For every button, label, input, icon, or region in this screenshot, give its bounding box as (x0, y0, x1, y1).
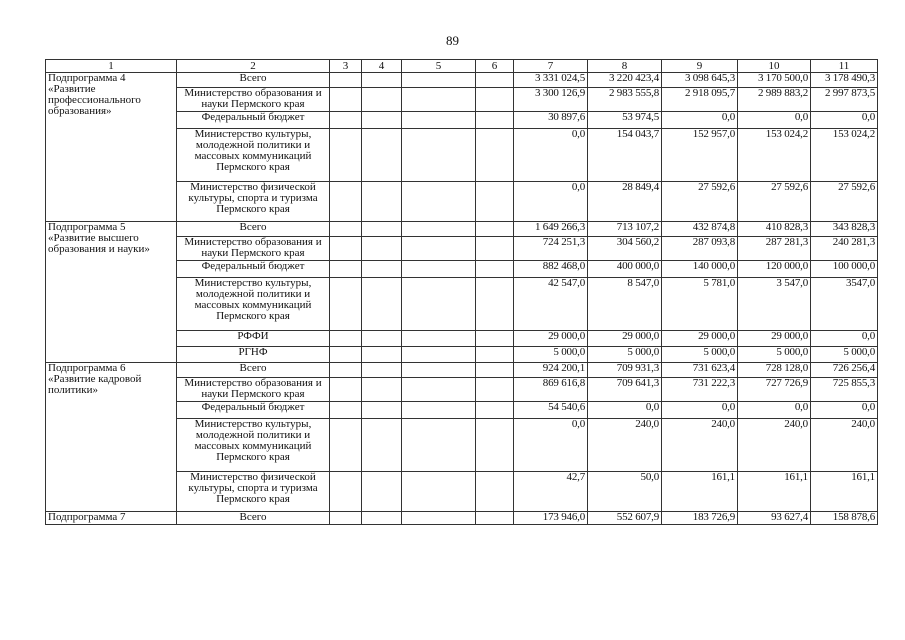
value-cell-10: 727 726,9 (738, 378, 811, 402)
value-cell-8: 50,0 (588, 472, 662, 512)
value-cell-9: 29 000,0 (662, 331, 738, 347)
value-cell-7: 869 616,8 (514, 378, 588, 402)
value-cell-8: 304 560,2 (588, 237, 662, 261)
value-cell-9: 731 623,4 (662, 363, 738, 378)
empty-cell (330, 261, 362, 278)
empty-cell (402, 261, 476, 278)
value-cell-11: 27 592,6 (811, 182, 878, 222)
empty-cell (362, 378, 402, 402)
value-cell-7: 42 547,0 (514, 278, 588, 331)
empty-cell (362, 222, 402, 237)
empty-cell (476, 512, 514, 525)
table-row (46, 222, 878, 237)
value-cell-8: 240,0 (588, 419, 662, 472)
empty-cell (330, 73, 362, 88)
value-cell-7: 924 200,1 (514, 363, 588, 378)
value-cell-11: 153 024,2 (811, 129, 878, 182)
empty-cell (330, 472, 362, 512)
value-cell-7: 3 331 024,5 (514, 73, 588, 88)
empty-cell (476, 112, 514, 129)
empty-cell (362, 278, 402, 331)
empty-cell (330, 402, 362, 419)
value-cell-8: 400 000,0 (588, 261, 662, 278)
value-cell-7: 30 897,6 (514, 112, 588, 129)
subprogram-title: Подпрограмма 4 «Развитие профессионального образования» (46, 73, 177, 222)
value-cell-11: 3547,0 (811, 278, 878, 331)
column-header: 1 (46, 60, 177, 73)
empty-cell (362, 419, 402, 472)
column-header: 4 (362, 60, 402, 73)
empty-cell (476, 278, 514, 331)
value-cell-10: 0,0 (738, 402, 811, 419)
empty-cell (402, 88, 476, 112)
value-cell-11: 343 828,3 (811, 222, 878, 237)
value-cell-8: 53 974,5 (588, 112, 662, 129)
value-cell-8: 713 107,2 (588, 222, 662, 237)
empty-cell (402, 347, 476, 363)
funding-source: Всего (177, 222, 330, 237)
value-cell-10: 27 592,6 (738, 182, 811, 222)
value-cell-7: 0,0 (514, 182, 588, 222)
value-cell-8: 5 000,0 (588, 347, 662, 363)
empty-cell (362, 363, 402, 378)
empty-cell (330, 331, 362, 347)
value-cell-8: 552 607,9 (588, 512, 662, 525)
empty-cell (476, 182, 514, 222)
funding-source: Всего (177, 512, 330, 525)
empty-cell (476, 378, 514, 402)
value-cell-11: 726 256,4 (811, 363, 878, 378)
funding-source: Министерство образования и науки Пермского края (177, 237, 330, 261)
value-cell-10: 728 128,0 (738, 363, 811, 378)
value-cell-11: 0,0 (811, 112, 878, 129)
column-header: 11 (811, 60, 878, 73)
value-cell-9: 240,0 (662, 419, 738, 472)
empty-cell (402, 278, 476, 331)
value-cell-8: 709 931,3 (588, 363, 662, 378)
value-cell-11: 5 000,0 (811, 347, 878, 363)
empty-cell (330, 278, 362, 331)
value-cell-9: 5 781,0 (662, 278, 738, 331)
funding-source: Министерство культуры, молодежной политики и массовых коммуникаций Пермского края (177, 278, 330, 331)
empty-cell (362, 331, 402, 347)
empty-cell (362, 182, 402, 222)
value-cell-10: 240,0 (738, 419, 811, 472)
value-cell-10: 3 170 500,0 (738, 73, 811, 88)
empty-cell (402, 112, 476, 129)
empty-cell (476, 331, 514, 347)
value-cell-9: 140 000,0 (662, 261, 738, 278)
value-cell-7: 1 649 266,3 (514, 222, 588, 237)
table-row (46, 363, 878, 378)
funding-source: Всего (177, 73, 330, 88)
value-cell-9: 152 957,0 (662, 129, 738, 182)
empty-cell (476, 419, 514, 472)
empty-cell (476, 88, 514, 112)
value-cell-8: 154 043,7 (588, 129, 662, 182)
empty-cell (402, 419, 476, 472)
table-row (46, 512, 878, 525)
value-cell-8: 3 220 423,4 (588, 73, 662, 88)
funding-source: Федеральный бюджет (177, 112, 330, 129)
empty-cell (330, 182, 362, 222)
empty-cell (330, 237, 362, 261)
empty-cell (476, 472, 514, 512)
empty-cell (402, 129, 476, 182)
value-cell-10: 2 989 883,2 (738, 88, 811, 112)
subprogram-title: Подпрограмма 6 «Развитие кадровой политики» (46, 363, 177, 512)
funding-source: Федеральный бюджет (177, 402, 330, 419)
funding-source: Министерство образования и науки Пермского края (177, 88, 330, 112)
subprogram-title: Подпрограмма 5 «Развитие высшего образования и науки» (46, 222, 177, 363)
value-cell-9: 161,1 (662, 472, 738, 512)
empty-cell (402, 472, 476, 512)
empty-cell (476, 363, 514, 378)
value-cell-8: 29 000,0 (588, 331, 662, 347)
empty-cell (402, 331, 476, 347)
empty-cell (362, 402, 402, 419)
funding-source: Министерство образования и науки Пермского края (177, 378, 330, 402)
value-cell-9: 2 918 095,7 (662, 88, 738, 112)
empty-cell (402, 73, 476, 88)
value-cell-11: 3 178 490,3 (811, 73, 878, 88)
funding-source: РФФИ (177, 331, 330, 347)
value-cell-11: 0,0 (811, 331, 878, 347)
empty-cell (330, 363, 362, 378)
empty-cell (330, 88, 362, 112)
empty-cell (330, 378, 362, 402)
budget-table (45, 59, 878, 525)
value-cell-11: 161,1 (811, 472, 878, 512)
column-header-row (46, 60, 878, 73)
value-cell-9: 27 592,6 (662, 182, 738, 222)
funding-source: Всего (177, 363, 330, 378)
value-cell-10: 5 000,0 (738, 347, 811, 363)
column-header: 5 (402, 60, 476, 73)
value-cell-7: 173 946,0 (514, 512, 588, 525)
empty-cell (402, 512, 476, 525)
value-cell-9: 3 098 645,3 (662, 73, 738, 88)
value-cell-9: 0,0 (662, 402, 738, 419)
empty-cell (476, 73, 514, 88)
table-row (46, 73, 878, 88)
value-cell-9: 183 726,9 (662, 512, 738, 525)
funding-source: РГНФ (177, 347, 330, 363)
empty-cell (476, 347, 514, 363)
empty-cell (330, 129, 362, 182)
empty-cell (476, 129, 514, 182)
empty-cell (330, 112, 362, 129)
empty-cell (330, 512, 362, 525)
value-cell-7: 0,0 (514, 129, 588, 182)
funding-source: Министерство физической культуры, спорта и туризма Пермского края (177, 472, 330, 512)
empty-cell (362, 88, 402, 112)
value-cell-8: 2 983 555,8 (588, 88, 662, 112)
value-cell-8: 0,0 (588, 402, 662, 419)
value-cell-10: 287 281,3 (738, 237, 811, 261)
column-header: 2 (177, 60, 330, 73)
column-header: 6 (476, 60, 514, 73)
value-cell-11: 100 000,0 (811, 261, 878, 278)
column-header: 10 (738, 60, 811, 73)
empty-cell (362, 512, 402, 525)
empty-cell (362, 73, 402, 88)
value-cell-11: 240,0 (811, 419, 878, 472)
empty-cell (330, 347, 362, 363)
value-cell-10: 0,0 (738, 112, 811, 129)
empty-cell (362, 261, 402, 278)
value-cell-7: 3 300 126,9 (514, 88, 588, 112)
value-cell-10: 3 547,0 (738, 278, 811, 331)
empty-cell (402, 182, 476, 222)
funding-source: Федеральный бюджет (177, 261, 330, 278)
column-header: 7 (514, 60, 588, 73)
funding-source: Министерство культуры, молодежной политики и массовых коммуникаций Пермского края (177, 129, 330, 182)
empty-cell (402, 402, 476, 419)
value-cell-11: 0,0 (811, 402, 878, 419)
empty-cell (362, 472, 402, 512)
empty-cell (476, 222, 514, 237)
value-cell-7: 0,0 (514, 419, 588, 472)
subprogram-title: Подпрограмма 7 (46, 512, 177, 525)
value-cell-7: 5 000,0 (514, 347, 588, 363)
empty-cell (362, 347, 402, 363)
page-number: 89 (446, 33, 459, 48)
funding-source: Министерство культуры, молодежной политики и массовых коммуникаций Пермского края (177, 419, 330, 472)
value-cell-7: 54 540,6 (514, 402, 588, 419)
value-cell-7: 882 468,0 (514, 261, 588, 278)
value-cell-9: 731 222,3 (662, 378, 738, 402)
empty-cell (402, 363, 476, 378)
empty-cell (476, 261, 514, 278)
value-cell-10: 153 024,2 (738, 129, 811, 182)
value-cell-9: 432 874,8 (662, 222, 738, 237)
value-cell-7: 724 251,3 (514, 237, 588, 261)
value-cell-10: 93 627,4 (738, 512, 811, 525)
empty-cell (402, 237, 476, 261)
column-header: 9 (662, 60, 738, 73)
funding-source: Министерство физической культуры, спорта и туризма Пермского края (177, 182, 330, 222)
value-cell-11: 240 281,3 (811, 237, 878, 261)
empty-cell (476, 402, 514, 419)
value-cell-9: 0,0 (662, 112, 738, 129)
empty-cell (476, 237, 514, 261)
column-header: 3 (330, 60, 362, 73)
value-cell-10: 29 000,0 (738, 331, 811, 347)
empty-cell (330, 419, 362, 472)
empty-cell (402, 222, 476, 237)
empty-cell (362, 237, 402, 261)
value-cell-11: 725 855,3 (811, 378, 878, 402)
column-header: 8 (588, 60, 662, 73)
value-cell-8: 709 641,3 (588, 378, 662, 402)
empty-cell (362, 112, 402, 129)
value-cell-11: 158 878,6 (811, 512, 878, 525)
empty-cell (330, 222, 362, 237)
value-cell-9: 287 093,8 (662, 237, 738, 261)
empty-cell (362, 129, 402, 182)
value-cell-10: 120 000,0 (738, 261, 811, 278)
value-cell-7: 42,7 (514, 472, 588, 512)
value-cell-10: 161,1 (738, 472, 811, 512)
value-cell-8: 8 547,0 (588, 278, 662, 331)
value-cell-9: 5 000,0 (662, 347, 738, 363)
value-cell-11: 2 997 873,5 (811, 88, 878, 112)
empty-cell (402, 378, 476, 402)
value-cell-7: 29 000,0 (514, 331, 588, 347)
value-cell-8: 28 849,4 (588, 182, 662, 222)
value-cell-10: 410 828,3 (738, 222, 811, 237)
